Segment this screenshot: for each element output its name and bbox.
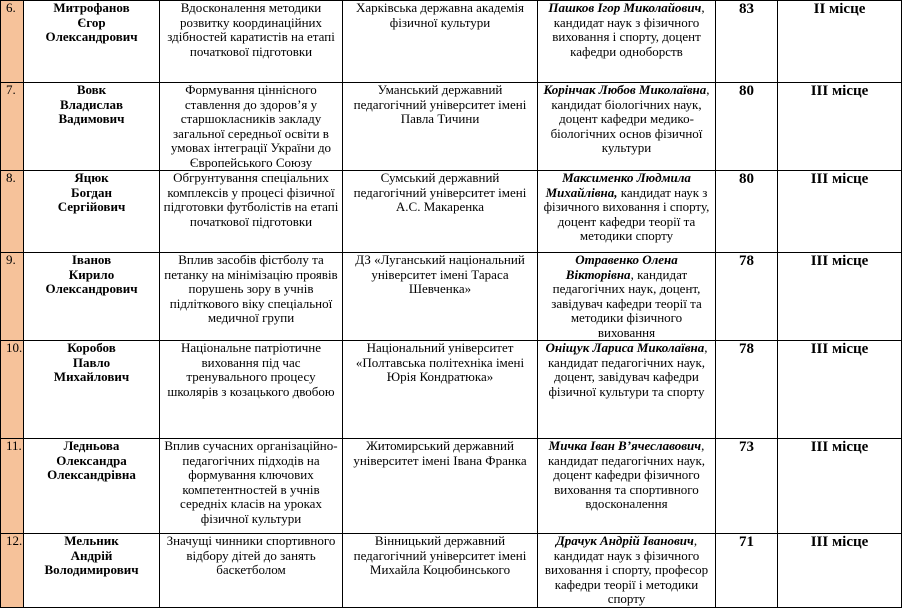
- participant-name-cell: [24, 439, 160, 534]
- topic-cell: Національне патріотичне виховання під час тренувального процесу школярів з козацького двобою: [160, 341, 343, 439]
- supervisor-name: Корінчак Любов Миколаївна: [543, 82, 707, 97]
- supervisor-name: Оніщук Лариса Миколаївна: [545, 340, 705, 355]
- participant-name-cell: [24, 534, 160, 608]
- participant-name: Іванов Кирило Олександрович: [45, 252, 138, 296]
- university-cell: Вінницький державний педагогічний університет імені Михайла Коцюбинського: [343, 534, 538, 608]
- topic-cell: Вдосконалення методики розвитку координаційних здібностей каратистів на етапі початкової підготовки: [160, 1, 343, 83]
- supervisor-cell: [538, 253, 716, 341]
- score-cell: 73: [716, 439, 778, 534]
- university-cell: Уманський державний педагогічний університет імені Павла Тичини: [343, 83, 538, 171]
- supervisor-cell: [538, 83, 716, 171]
- supervisor-details: , кандидат наук з фізичного виховання і спорту, професор кафедри теорії і методики спорту: [544, 533, 709, 606]
- topic-cell: Обгрунтування спеціальних комплексів у процесі фізичної підготовки футболістів на етапі початкової підготовки: [160, 171, 343, 253]
- supervisor-details: , кандидат педагогічних наук, доцент кафедри фізичного виховання та спортивного вдосконалення: [547, 438, 706, 511]
- place-cell: ІІІ місце: [778, 534, 902, 608]
- supervisor-cell: [538, 1, 716, 83]
- score-cell: 80: [716, 171, 778, 253]
- participant-name: Ледньова Олександра Олександрівна: [47, 438, 136, 482]
- university-cell: Національний університет «Полтавська політехніка імені Юрія Кондратюка»: [343, 341, 538, 439]
- supervisor-cell: [538, 439, 716, 534]
- participant-name: Яцюк Богдан Сергійович: [57, 170, 126, 214]
- participant-name: Коробов Павло Михайлович: [53, 340, 130, 384]
- score-cell: 78: [716, 341, 778, 439]
- table-row: [1, 439, 902, 534]
- row-number-cell: 6.: [1, 1, 24, 83]
- supervisor-details: , кандидат педагогічних наук, доцент, завідувач кафедри фізичної культури та спорту: [547, 340, 708, 399]
- topic-cell: Значущі чинники спортивного відбору дітей до занять баскетболом: [160, 534, 343, 608]
- score-cell: 71: [716, 534, 778, 608]
- university-cell: Харківська державна академія фізичної культури: [343, 1, 538, 83]
- table-row: [1, 253, 902, 341]
- score-cell: 80: [716, 83, 778, 171]
- participant-name: Вовк Владислав Вадимович: [58, 82, 125, 126]
- supervisor-cell: [538, 171, 716, 253]
- topic-cell: Вплив сучасних організаційно-педагогічних підходів на формування ключових компетентностей в учнів середніх класів на уроках фізичної культури: [160, 439, 343, 534]
- place-cell: ІІІ місце: [778, 439, 902, 534]
- supervisor-name: Максименко Людмила Михайлівна,: [545, 170, 691, 200]
- place-cell: ІІІ місце: [778, 171, 902, 253]
- supervisor-name: Мичка Іван В’ячеславович: [548, 438, 702, 453]
- row-number-cell: 12.: [1, 534, 24, 608]
- supervisor-details: кандидат наук з фізичного виховання і спорту, доцент кафедри теорії та методики спорту: [543, 184, 710, 243]
- university-cell: Сумський державний педагогічний університет імені А.С. Макаренка: [343, 171, 538, 253]
- participant-name-cell: [24, 171, 160, 253]
- topic-cell: Вплив засобів фістболу та петанку на мінімізацію проявів порушень зору в учнів підліткового віку спеціальної медичної групи: [160, 253, 343, 341]
- supervisor-name: Драчук Андрій Іванович: [555, 533, 694, 548]
- supervisor-name: Отравенко Олена Вікторівна: [565, 252, 678, 282]
- participant-name-cell: [24, 253, 160, 341]
- participant-name-cell: [24, 341, 160, 439]
- university-cell: Житомирський державний університет імені Івана Франка: [343, 439, 538, 534]
- row-number-cell: 7.: [1, 83, 24, 171]
- supervisor-name: Пашков Ігор Миколайович: [548, 0, 702, 15]
- score-cell: 78: [716, 253, 778, 341]
- participant-name-cell: [24, 1, 160, 83]
- participant-name: Митрофанов Єгор Олександрович: [45, 0, 138, 44]
- participant-name: Мельник Андрій Володимирович: [44, 533, 139, 577]
- supervisor-cell: [538, 534, 716, 608]
- row-number-cell: 11.: [1, 439, 24, 534]
- table-row: [1, 83, 902, 171]
- table-row: [1, 171, 902, 253]
- topic-cell: Формування ціннісного ставлення до здоров’я у старшокласників закладу загальної середньої освіти в умовах інтеграції України до Європейського Союзу: [160, 83, 343, 171]
- supervisor-details: , кандидат наук з фізичного виховання і спорту, доцент кафедри одноборств: [552, 0, 705, 59]
- place-cell: ІІ місце: [778, 1, 902, 83]
- row-number-cell: 9.: [1, 253, 24, 341]
- place-cell: ІІІ місце: [778, 83, 902, 171]
- table-row: [1, 1, 902, 83]
- results-table-body: [1, 1, 902, 608]
- supervisor-cell: [538, 341, 716, 439]
- table-row: [1, 534, 902, 608]
- place-cell: ІІІ місце: [778, 341, 902, 439]
- row-number-cell: 10.: [1, 341, 24, 439]
- supervisor-details: , кандидат педагогічних наук, доцент, завідувач кафедри теорії та методики фізичного виховання: [551, 266, 702, 340]
- score-cell: 83: [716, 1, 778, 83]
- participant-name-cell: [24, 83, 160, 171]
- university-cell: ДЗ «Луганський національний університет імені Тараса Шевченка»: [343, 253, 538, 341]
- row-number-cell: 8.: [1, 171, 24, 253]
- table-row: [1, 341, 902, 439]
- place-cell: ІІІ місце: [778, 253, 902, 341]
- supervisor-details: , кандидат біологічних наук, доцент кафедри медико-біологічних основ фізичної культури: [550, 82, 710, 155]
